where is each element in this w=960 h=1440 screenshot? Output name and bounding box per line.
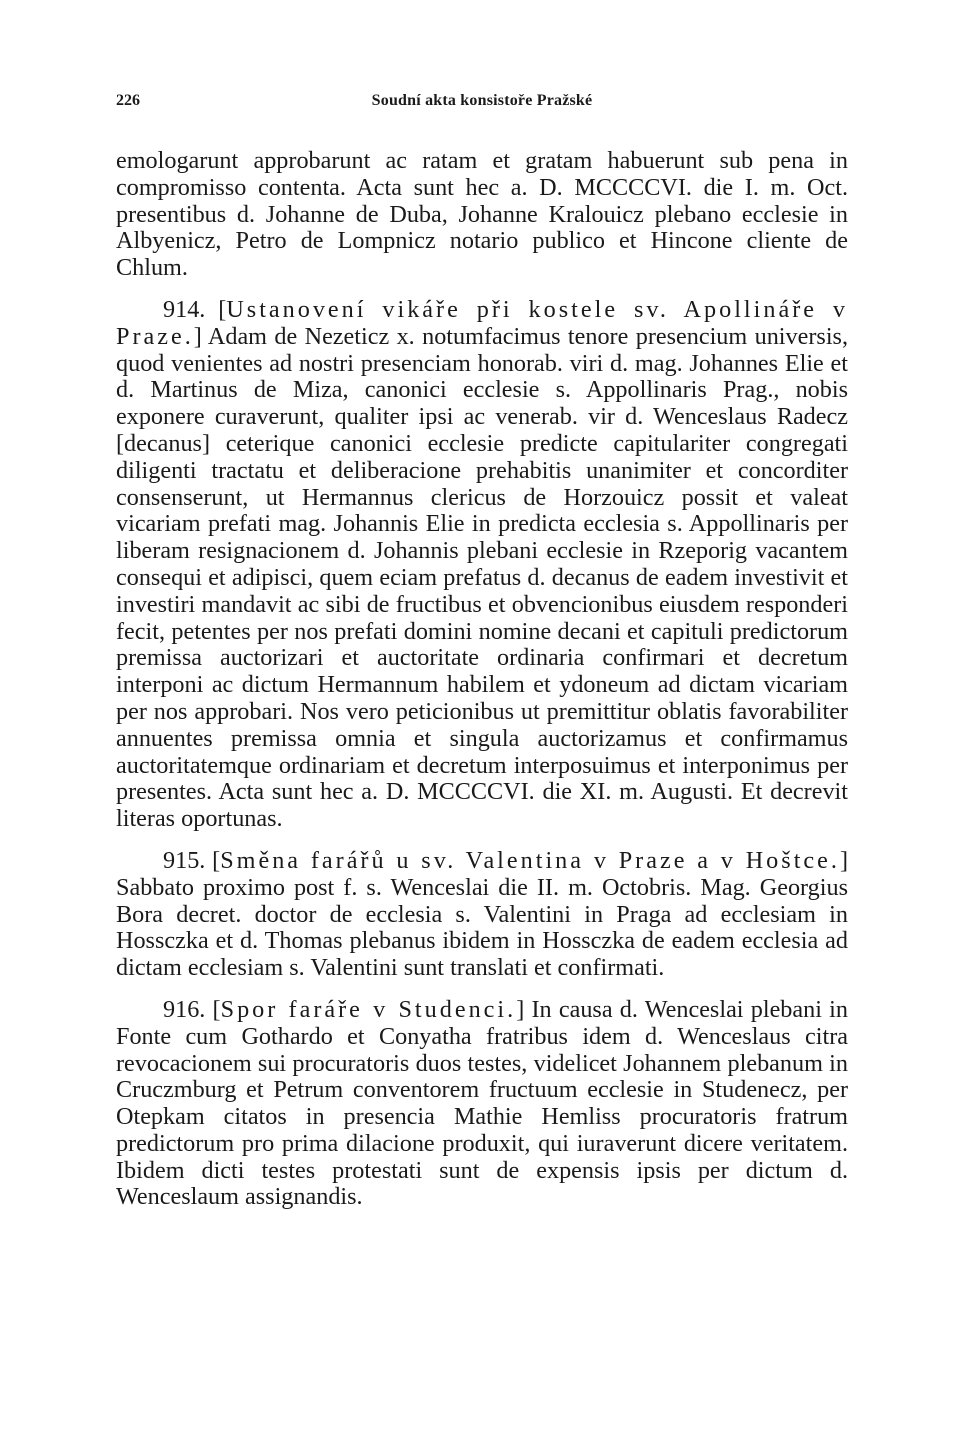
body-text	[116, 148, 848, 1211]
running-head	[116, 92, 848, 116]
paragraph-text: emologarunt approbarunt ac ratam et gratam habuerunt sub pena in compromisso contenta. Acta sunt hec a. D. MCCCCVI. die I. m. Oct. presentibus d. Johanne de Duba, Johanne Kralouicz plebano ecclesie in Albyenicz, Petro de Lompnicz notario publico et Hincone cliente de Chlum.	[116, 147, 848, 282]
entry-text: ] Sabbato proximo post f. s. Wenceslai die II. m. Octobris. Mag. Georgius Bora decret. doctor de ecclesia s. Valentini in Praga ad ecclesiam in Hossczka et d. Thomas plebanus ibidem in Hossczka de eadem ecclesia ad dictam ecclesiam s. Valentini sunt translati et confirmati.	[116, 846, 848, 982]
entry-lead: 916. [	[163, 995, 221, 1023]
entry-text: ] In causa d. Wenceslai plebani in Fonte cum Gothardo et Conyatha fratribus idem d. Wenceslaus citra revocacionem sui procuratoris duos testes, videlicet Johannem plebanum in Cruczmburg et Petrum conventorem fructuum ecclesie in Studenecz, per Otepkam citatos in presencia Mathie Hemliss procuratoris fratrum predictorum pro prima dilacione produxit, qui iuraverunt dicere veritatem. Ibidem dicti testes protestati sunt de expensis ipsis per dictum d. Wenceslaum assignandis.	[116, 995, 848, 1211]
entry-text: ] Adam de Nezeticz x. notumfacimus tenore presencium universis, quod venientes ad nostri presenciam honorab. viri d. mag. Johannes Elie et d. Martinus de Miza, canonici ecclesie s. Appollinaris Prag., nobis exponere curaverunt, qualiter ipsi ac venerab. vir d. Wenceslaus Radecz [decanus] ceterique canonici ecclesie predicte capitulariter congregati diligenti tractatu et deliberacione prehabitis unanimiter et concorditer consenserunt, ut Hermannus clericus de Horzouicz possit et valeat vicariam prefati mag. Johannis Elie in predicta ecclesia s. Appollinaris per liberam resignacionem d. Johannis plebani ecclesie in Rzeporig vacantem consequi et adipisci, quem eciam prefatus d. decanus de eadem investivit et investiri mandavit ac sibi de fructibus et obvencionibus eiusdem responderi fecit, petentes per nos prefati domini nomine decani et capituli predictorum premissa auctorizari et auctoritate ordinaria confirmari et decretum interponi ac dictum Hermannum habilem et ydoneum ad dictam vicariam per nos approbari. Nos vero peticionibus ut premittitur oblatis favorabiliter annuentes premissa omnia et singula auctorizamus et confirmamus auctoritatemque ordinariam et decretum interposuimus et interponimus per presentes. Acta sunt hec a. D. MCCCCVI. die XI. m. Augusti. Et decrevit literas oportunas.	[116, 322, 848, 833]
entry-lead: 915. [	[163, 846, 221, 874]
entry-915	[116, 848, 848, 982]
page-number: 226	[116, 92, 140, 109]
running-title: Soudní akta konsistoře Pražské	[371, 92, 593, 109]
entry-914	[116, 297, 848, 833]
entry-lead: 914. [	[163, 295, 227, 323]
entry-916	[116, 997, 848, 1211]
czech-title: Ustanovení vikáře při kostele sv. Apollináře v Praze.	[116, 295, 848, 350]
paragraph-continuation	[116, 148, 848, 282]
czech-title: Spor faráře v Studenci.	[220, 995, 517, 1023]
czech-title: Směna farářů u sv. Valentina v Praze a v Hoštce.	[220, 846, 840, 874]
